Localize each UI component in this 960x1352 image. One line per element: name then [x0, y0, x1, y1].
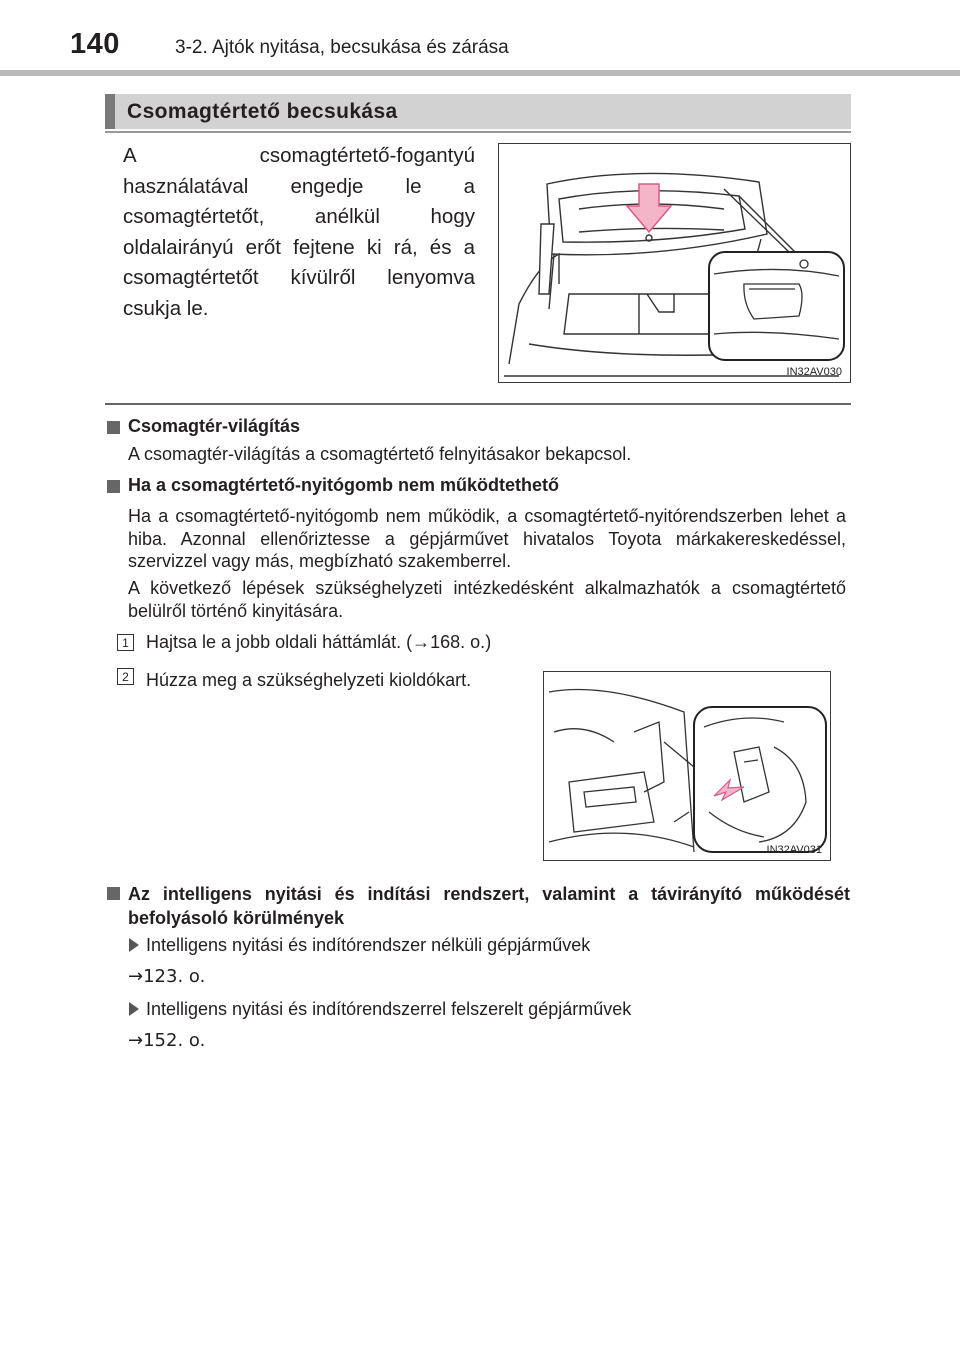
fail-heading: Ha a csomagtértető-nyitógomb nem működtethető — [128, 475, 560, 495]
conditions-heading: Az intelligens nyitási és indítási rendszert, valamint a távirányító működését befolyásoló körülmények — [128, 884, 850, 928]
sub1-text: Intelligens nyitási és indítórendszer nélküli gépjárművek — [146, 935, 591, 955]
figure-code: IN32AV031 — [766, 844, 822, 856]
fail-text: Ha a csomagtértető-nyitógomb nem működik, a csomagtértető-nyitórendszerben lehet a hiba. Azonnal ellenőriztesse a gépjárművet hivatalos Toyota márkakereskedéssel, szervizzel vagy más, megbízható szakemberrel. — [128, 506, 846, 571]
step1-text: Hajtsa le a jobb oldali háttámlát. (→168. o.) — [146, 632, 492, 652]
fail-text-2: A következő lépések szükséghelyzeti intézkedésként alkalmazhatók a csomagtértető belülről történő kinyitására. — [128, 578, 846, 621]
chapter-title: 3-2. Ajtók nyitása, becsukása és zárása — [175, 37, 509, 58]
intro-paragraph: A csomagtértető-fogantyú használatával engedje le a csomagtértetőt, anélkül hogy oldalairányú erőt fejtene ki rá, és a csomagtértetőt kívülről lenyomva csukja le. — [123, 144, 475, 320]
step-number: 2 — [117, 668, 134, 685]
triangle-bullet-icon — [129, 938, 139, 952]
trunk-drawing — [499, 144, 849, 381]
light-text: A csomagtér-világítás a csomagtértető felnyitásakor bekapcsol. — [128, 444, 632, 464]
bullet-square-icon — [107, 421, 120, 434]
triangle-bullet-icon — [129, 1002, 139, 1016]
section-title: Csomagtértető becsukása — [127, 100, 398, 123]
release-lever-drawing — [544, 672, 829, 859]
emergency-release-illustration — [543, 671, 831, 861]
sub2-reference: →152. o. — [128, 1030, 206, 1051]
header-divider — [0, 70, 960, 76]
step-number: 1 — [117, 634, 134, 651]
section-title-underline — [105, 131, 851, 133]
bullet-square-icon — [107, 480, 120, 493]
figure-code: IN32AV030 — [786, 366, 842, 378]
sub1-reference: →123. o. — [128, 966, 206, 987]
step2-text: Húzza meg a szükséghelyzeti kioldókart. — [146, 670, 472, 690]
light-heading: Csomagtér-világítás — [128, 416, 301, 436]
page-number: 140 — [70, 28, 120, 60]
section-divider — [105, 403, 851, 405]
sub2-text: Intelligens nyitási és indítórendszerrel felszerelt gépjárművek — [146, 999, 632, 1019]
bullet-square-icon — [107, 887, 120, 900]
trunk-closing-illustration — [498, 143, 851, 383]
